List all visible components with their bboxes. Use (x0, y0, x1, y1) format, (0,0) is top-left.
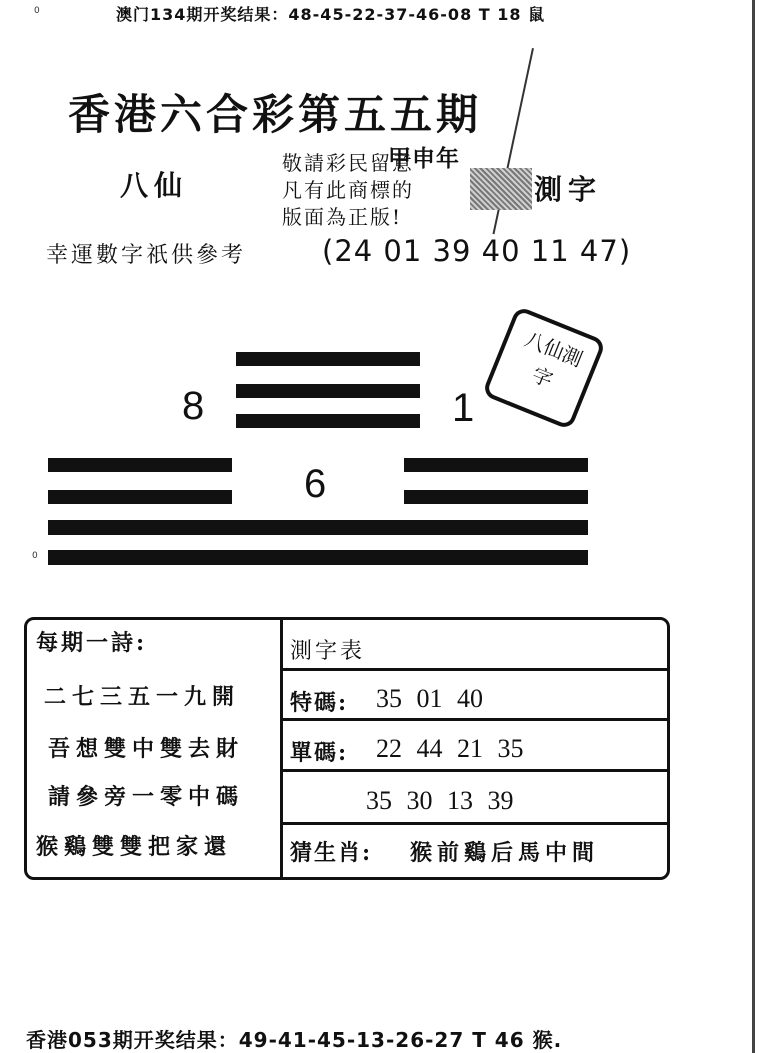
figure-number-right: 1 (452, 386, 475, 430)
figure-number-left: 8 (182, 384, 205, 428)
notice-line: 敬請彩民留意 (282, 151, 414, 175)
stamp-text: 甲申年 (388, 145, 460, 172)
single-number-values-extra: 35 30 13 39 (366, 786, 514, 815)
seal-text: 八仙測字 (521, 326, 587, 392)
zodiac-value: 猴前鷄后馬中間 (410, 840, 600, 866)
trigram-bar (236, 384, 420, 398)
margin-mark: 0 (34, 6, 40, 16)
figure-number-center: 6 (304, 462, 327, 506)
trigram-bar (48, 490, 232, 504)
trigram-bar (236, 352, 420, 366)
notice-line: 凡有此商標的 (282, 178, 414, 202)
poem-heading: 每期一詩: (36, 630, 148, 656)
trigram-bar (236, 414, 420, 428)
table-rule (283, 822, 670, 825)
page-title: 香港六合彩第五五期 (68, 90, 483, 139)
table-rule (283, 769, 670, 772)
table-title: 測字表 (290, 639, 366, 664)
notice-line: 版面為正版! (282, 205, 403, 229)
trigram-bar (48, 550, 588, 565)
trigram-bar (48, 458, 232, 472)
lucky-numbers: (24 01 39 40 11 47) (322, 234, 632, 268)
panel-divider (280, 620, 283, 878)
margin-mark: 0 (32, 551, 38, 561)
zodiac-label: 猜生肖: (290, 840, 373, 866)
poem-line: 二七三五一九開 (44, 684, 241, 710)
single-number-values: 22 44 21 35 (376, 734, 524, 763)
trigram-bar (404, 490, 588, 504)
bagua-seal (482, 306, 607, 431)
poem-line: 猴鷄雙雙把家還 (36, 834, 233, 860)
table-rule (283, 668, 670, 671)
poem-line: 吾想雙中雙去財 (48, 736, 245, 762)
brand-left: 八仙 (120, 169, 189, 202)
scan-edge (752, 0, 755, 1053)
lucky-numbers-label: 幸運數字祇供參考 (46, 243, 247, 268)
hongkong-result-footer: 香港053期开奖结果：49-41-45-13-26-27 T 46 猴. (26, 1028, 563, 1052)
trigram-bar (48, 520, 588, 535)
trademark-stamp (470, 168, 532, 210)
table-rule (283, 718, 670, 721)
macau-result-header: 澳门134期开奖结果：48-45-22-37-46-08 T 18 鼠 (116, 5, 546, 24)
special-number-label: 特碼: (290, 690, 349, 716)
poem-line: 請參旁一零中碼 (48, 784, 245, 810)
brand-right: 測字 (534, 173, 603, 206)
trigram-bar (404, 458, 588, 472)
single-number-label: 單碼: (290, 740, 349, 766)
special-number-values: 35 01 40 (376, 684, 483, 713)
